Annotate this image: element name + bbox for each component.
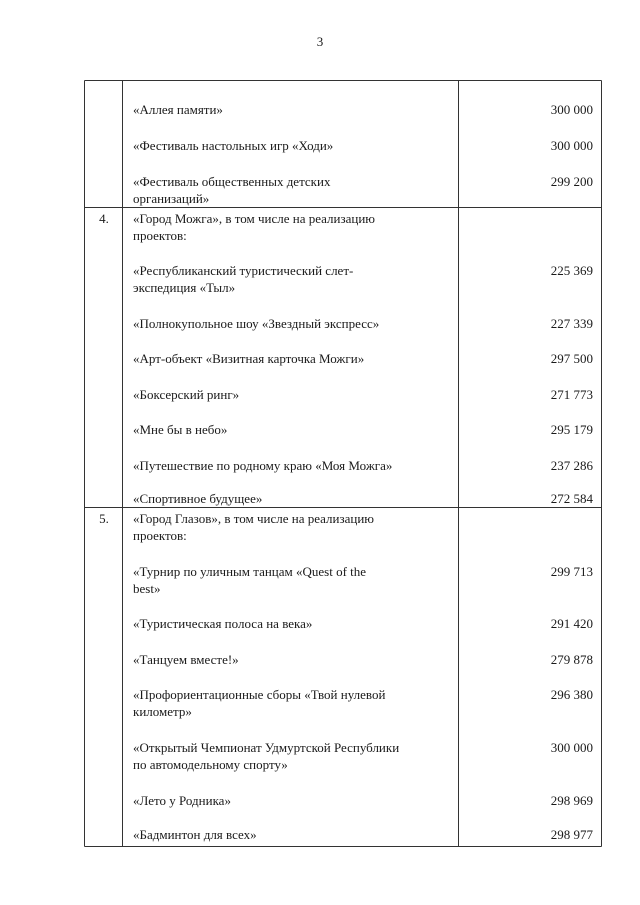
project-amount: 227 339: [550, 316, 593, 331]
project-name: «Полнокупольное шоу «Звездный экспресс»: [133, 316, 380, 331]
project-amount: 272 584: [550, 491, 593, 506]
project-amount: 296 380: [550, 687, 593, 702]
project-name: экспедиция «Тыл»: [133, 280, 236, 295]
project-name: «Танцуем вместе!»: [133, 652, 239, 667]
row-index: 5.: [99, 511, 109, 526]
project-name: «Лето у Родника»: [133, 793, 231, 808]
project-name: «Профориентационные сборы «Твой нулевой: [133, 687, 386, 702]
project-name: «Путешествие по родному краю «Моя Можга»: [133, 458, 393, 473]
page-number: 3: [316, 34, 324, 49]
project-amount: 297 500: [550, 351, 593, 366]
project-amount: 300 000: [550, 740, 593, 755]
project-amount: 295 179: [550, 422, 593, 437]
project-amount: 271 773: [550, 387, 593, 402]
project-name: километр»: [133, 704, 192, 719]
project-name: «Боксерский ринг»: [133, 387, 240, 402]
project-name: «Открытый Чемпионат Удмуртской Республики: [133, 740, 400, 755]
project-name: «Бадминтон для всех»: [133, 827, 257, 842]
project-amount: 225 369: [550, 263, 593, 278]
project-amount: 237 286: [550, 458, 593, 473]
section-heading: проектов:: [133, 228, 187, 243]
project-amount: 291 420: [550, 616, 593, 631]
project-name: best»: [133, 581, 161, 596]
section-heading: «Город Глазов», в том числе на реализацию: [133, 511, 375, 526]
project-name: «Арт-объект «Визитная карточка Можги»: [133, 351, 365, 366]
project-amount: 298 969: [550, 793, 593, 808]
project-name: «Спортивное будущее»: [133, 491, 263, 506]
project-name: «Республиканский туристический слет-: [133, 263, 354, 278]
project-amount: 300 000: [550, 102, 593, 117]
project-name: «Аллея памяти»: [133, 102, 223, 117]
project-name: «Мне бы в небо»: [133, 422, 228, 437]
project-name: «Турнир по уличным танцам «Quest of the: [133, 564, 367, 579]
project-name: организаций»: [133, 191, 210, 206]
project-amount: 298 977: [550, 827, 593, 842]
section-heading: «Город Можга», в том числе на реализацию: [133, 211, 376, 226]
row-index: 4.: [99, 211, 109, 226]
project-name: «Фестиваль настольных игр «Ходи»: [133, 138, 334, 153]
project-name: «Фестиваль общественных детских: [133, 174, 331, 189]
project-name: по автомодельному спорту»: [133, 757, 288, 772]
project-amount: 279 878: [550, 652, 593, 667]
project-amount: 300 000: [550, 138, 593, 153]
project-amount: 299 713: [550, 564, 593, 579]
project-name: «Туристическая полоса на века»: [133, 616, 313, 631]
project-amount: 299 200: [550, 174, 593, 189]
section-heading: проектов:: [133, 528, 187, 543]
